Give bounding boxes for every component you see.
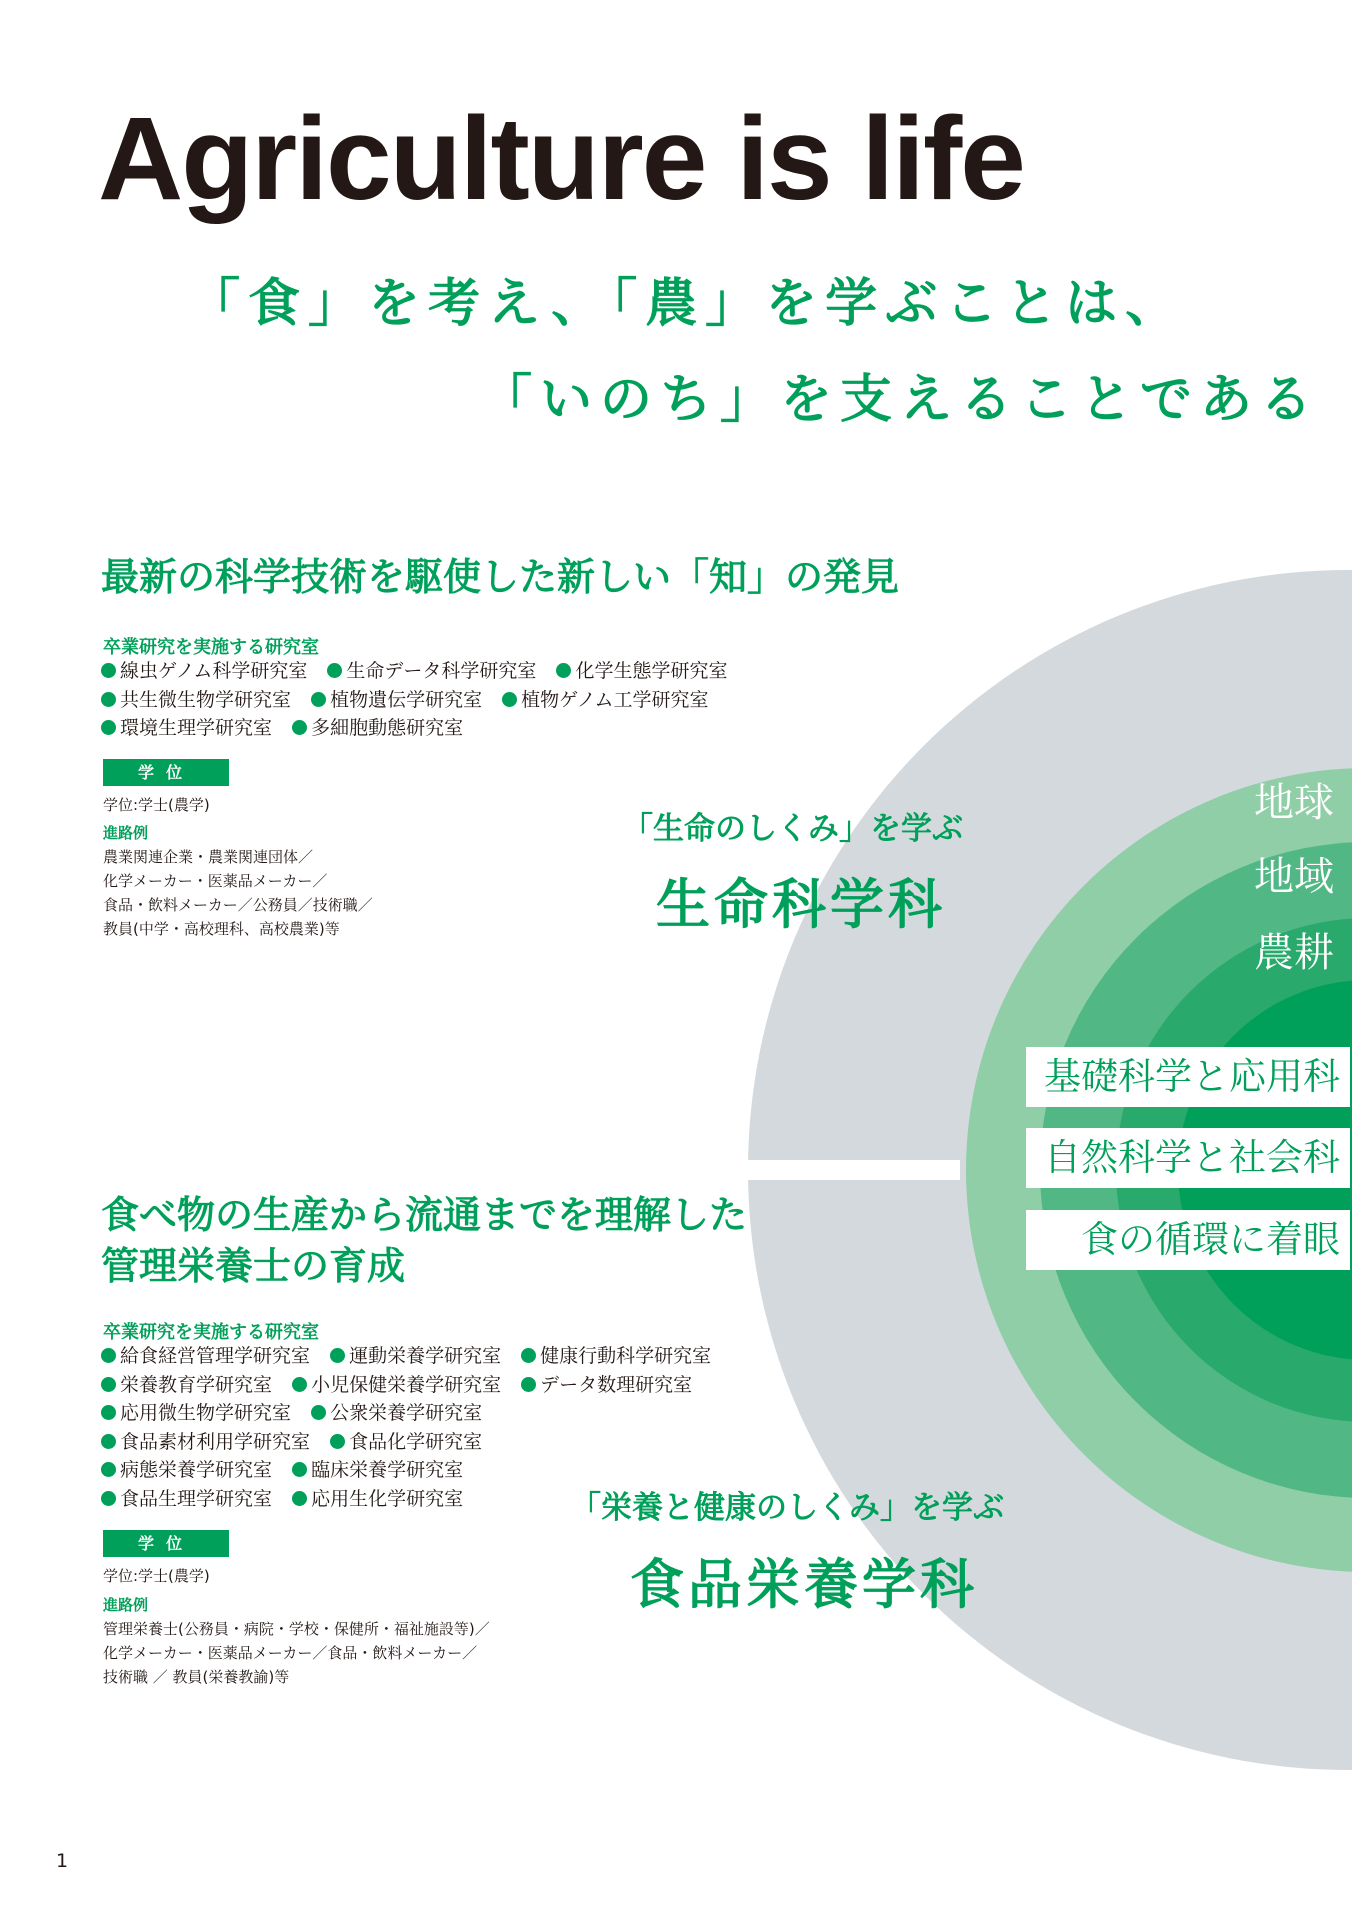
bullet-icon xyxy=(101,1405,116,1420)
bullet-icon xyxy=(327,663,342,678)
section1-department: 生命科学科 xyxy=(656,873,946,936)
bullet-icon xyxy=(292,1491,307,1506)
page-number: 1 xyxy=(56,1850,69,1872)
bullet-icon xyxy=(101,720,116,735)
lab-item: 環境生理学研究室 xyxy=(101,714,272,743)
lab-item: 公衆栄養学研究室 xyxy=(311,1399,482,1428)
bullet-icon xyxy=(502,692,517,707)
concept-box-1: 基礎科学と応用科 xyxy=(1026,1047,1350,1107)
lab-item: 化学生態学研究室 xyxy=(556,657,727,686)
career-line: 食品・飲料メーカー／公務員／技術職／ xyxy=(103,896,373,914)
lab-item: 応用微生物学研究室 xyxy=(101,1399,291,1428)
ring-label-earth: 地球 xyxy=(1254,780,1334,826)
section2-degree-badge: 学位 xyxy=(103,1530,229,1557)
section2-heading-line1: 食べ物の生産から流通までを理解した xyxy=(101,1193,748,1237)
lab-row xyxy=(101,1399,725,1428)
lab-item: 給食経営管理学研究室 xyxy=(101,1342,310,1371)
page-title: Agriculture is life xyxy=(98,93,1024,225)
bullet-icon xyxy=(330,1348,345,1363)
ring-label-farming: 農耕 xyxy=(1254,930,1334,976)
bullet-icon xyxy=(101,1462,116,1477)
section2-heading-line2: 管理栄養士の育成 xyxy=(101,1244,406,1289)
career-line: 管理栄養士(公務員・病院・学校・保健所・福祉施設等)／ xyxy=(103,1620,490,1638)
lab-item: 健康行動科学研究室 xyxy=(521,1342,711,1371)
white-divider xyxy=(740,1160,960,1180)
bullet-icon xyxy=(292,720,307,735)
lab-row xyxy=(101,1428,725,1457)
lab-row xyxy=(101,1456,725,1485)
lab-item: 運動栄養学研究室 xyxy=(330,1342,501,1371)
lab-item: データ数理研究室 xyxy=(521,1371,692,1400)
lab-item: 栄養教育学研究室 xyxy=(101,1371,272,1400)
section2-department: 食品栄養学科 xyxy=(630,1553,978,1616)
bullet-icon xyxy=(521,1377,536,1392)
career-line: 技術職 ／ 教員(栄養教諭)等 xyxy=(103,1668,290,1686)
lab-item: 植物遺伝学研究室 xyxy=(311,686,482,715)
section2-heading xyxy=(101,1190,747,1293)
bullet-icon xyxy=(311,1405,326,1420)
section1-labs-title: 卒業研究を実施する研究室 xyxy=(103,637,319,658)
section2-career-title: 進路例 xyxy=(103,1596,149,1614)
bullet-icon xyxy=(556,663,571,678)
lab-row xyxy=(101,657,741,686)
lab-item: 臨床栄養学研究室 xyxy=(292,1456,463,1485)
bullet-icon xyxy=(330,1434,345,1449)
section1-subtitle: 「生命のしくみ」を学ぶ xyxy=(622,811,963,847)
lab-item: 植物ゲノム工学研究室 xyxy=(502,686,708,715)
lab-row xyxy=(101,714,741,743)
ring-label-region: 地域 xyxy=(1254,854,1334,900)
career-line: 化学メーカー・医薬品メーカー／食品・飲料メーカー／ xyxy=(103,1644,478,1662)
lab-row xyxy=(101,1342,725,1371)
section1-degree-badge: 学位 xyxy=(103,759,229,786)
bullet-icon xyxy=(101,1348,116,1363)
lab-row xyxy=(101,1371,725,1400)
bullet-icon xyxy=(292,1462,307,1477)
lab-item: 食品化学研究室 xyxy=(330,1428,482,1457)
lab-item: 線虫ゲノム科学研究室 xyxy=(101,657,307,686)
tagline-line1: 「食」を考え、「農」を学ぶことは、 xyxy=(188,274,1186,334)
lab-item: 生命データ科学研究室 xyxy=(327,657,536,686)
section2-subtitle: 「栄養と健康のしくみ」を学ぶ xyxy=(570,1490,1004,1526)
bullet-icon xyxy=(101,692,116,707)
lab-item: 多細胞動態研究室 xyxy=(292,714,463,743)
bullet-icon xyxy=(292,1377,307,1392)
section1-career-title: 進路例 xyxy=(103,824,149,842)
lab-item: 病態栄養学研究室 xyxy=(101,1456,272,1485)
lab-item: 食品素材利用学研究室 xyxy=(101,1428,310,1457)
section2-degree: 学位:学士(農学) xyxy=(103,1567,210,1585)
section1-career-list xyxy=(103,845,373,941)
section1-degree: 学位:学士(農学) xyxy=(103,796,210,814)
bullet-icon xyxy=(311,692,326,707)
right-edge-mask xyxy=(1352,0,1358,1920)
bullet-icon xyxy=(101,1434,116,1449)
bullet-icon xyxy=(521,1348,536,1363)
section1-heading: 最新の科学技術を駆使した新しい「知」の発見 xyxy=(101,555,900,599)
bullet-icon xyxy=(101,663,116,678)
section1-lab-list xyxy=(101,657,741,743)
bullet-icon xyxy=(101,1377,116,1392)
section2-labs-title: 卒業研究を実施する研究室 xyxy=(103,1322,319,1343)
tagline-line2: 「いのち」を支えることである xyxy=(480,370,1321,430)
lab-item: 小児保健栄養学研究室 xyxy=(292,1371,501,1400)
career-line: 農業関連企業・農業関連団体／ xyxy=(103,848,314,866)
concept-box-2: 自然科学と社会科 xyxy=(1026,1128,1350,1188)
lab-item: 応用生化学研究室 xyxy=(292,1485,463,1514)
concept-box-3: 食の循環に着眼 xyxy=(1026,1210,1350,1270)
lab-row xyxy=(101,686,741,715)
career-line: 教員(中学・高校理科、高校農業)等 xyxy=(103,920,340,938)
lab-item: 食品生理学研究室 xyxy=(101,1485,272,1514)
career-line: 化学メーカー・医薬品メーカー／ xyxy=(103,872,328,890)
section2-career-list xyxy=(103,1617,490,1689)
lab-item: 共生微生物学研究室 xyxy=(101,686,291,715)
bullet-icon xyxy=(101,1491,116,1506)
